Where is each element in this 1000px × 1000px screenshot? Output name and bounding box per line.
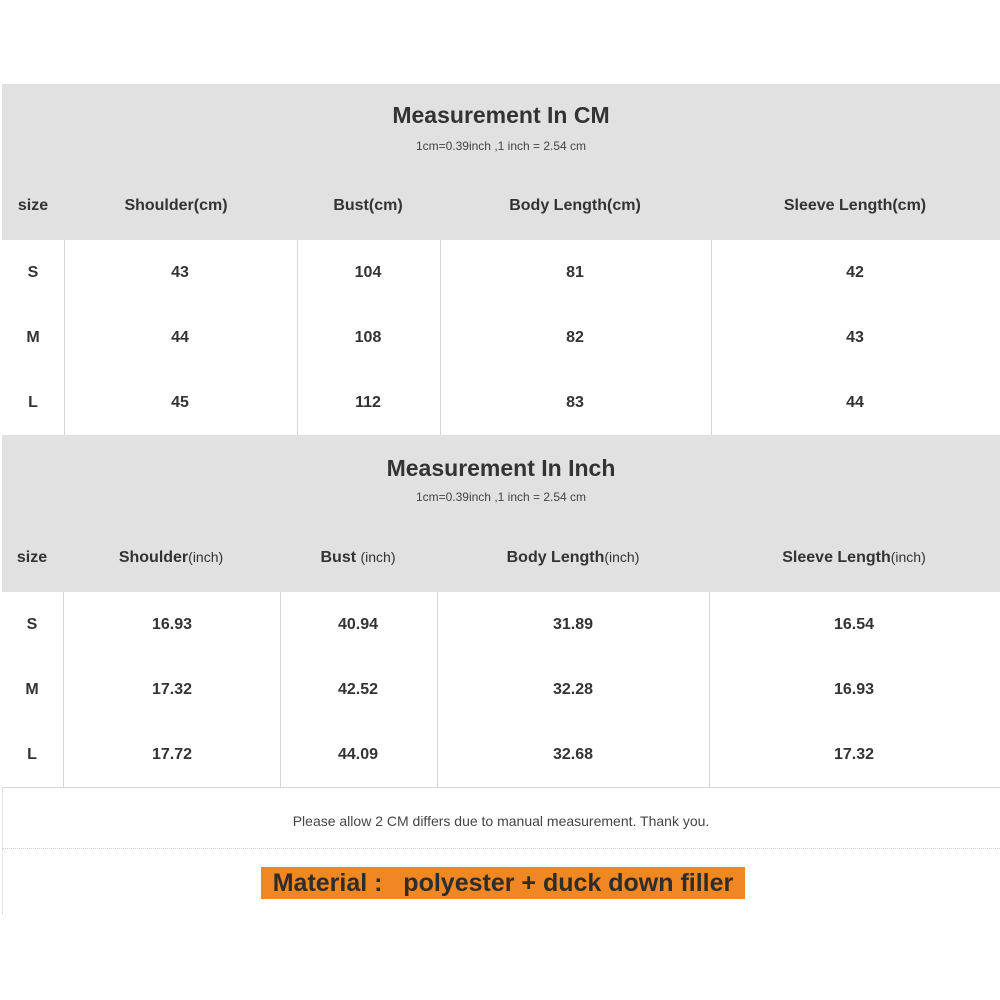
table-row (2, 592, 1000, 658)
inch-header-sleeve-length: Sleeve Length(inch) (782, 549, 926, 566)
sleeve-length-cell: 16.54 (833, 616, 875, 633)
column-divider (63, 592, 64, 787)
shoulder-cell: 17.72 (151, 746, 193, 763)
material-section (2, 849, 1000, 915)
inch-header-shoulder: Shoulder(inch) (118, 549, 224, 566)
cm-header-shoulder: Shoulder(cm) (124, 197, 228, 214)
body-length-cell: 32.28 (552, 681, 594, 698)
sleeve-length-cell: 44 (846, 394, 864, 411)
shoulder-cell: 44 (171, 329, 189, 346)
column-divider (711, 240, 712, 435)
inch-table-header (2, 435, 1000, 592)
measurement-note: Please allow 2 CM differs due to manual measurement. Thank you. (2, 788, 1000, 849)
column-divider (440, 240, 441, 435)
cm-header-sleeve-length: Sleeve Length(cm) (783, 197, 927, 214)
cm-table-subtitle: 1cm=0.39inch ,1 inch = 2.54 cm (415, 139, 587, 153)
body-length-cell: 82 (566, 329, 584, 346)
column-divider (437, 592, 438, 787)
column-divider (280, 592, 281, 787)
column-divider (297, 240, 298, 435)
inch-table-subtitle: 1cm=0.39inch ,1 inch = 2.54 cm (415, 490, 587, 504)
body-length-cell: 32.68 (552, 746, 594, 763)
size-cell: M (26, 329, 40, 346)
size-cell: S (27, 264, 39, 281)
bust-cell: 112 (355, 394, 381, 411)
sleeve-length-cell: 17.32 (833, 746, 875, 763)
cm-header-bust: Bust(cm) (333, 197, 403, 214)
shoulder-cell: 16.93 (151, 616, 193, 633)
column-divider (64, 240, 65, 435)
bust-cell: 108 (354, 329, 382, 346)
bust-cell: 40.94 (337, 616, 379, 633)
body-length-cell: 31.89 (552, 616, 594, 633)
size-cell: M (25, 681, 39, 698)
shoulder-cell: 45 (171, 394, 189, 411)
inch-table-title: Measurement In Inch (386, 455, 616, 481)
sleeve-length-cell: 43 (846, 329, 864, 346)
cm-header-body-length: Body Length(cm) (509, 197, 641, 214)
size-cell: L (27, 746, 37, 763)
size-cell: S (26, 616, 38, 633)
sleeve-length-cell: 16.93 (833, 681, 875, 698)
table-row (2, 370, 1000, 436)
body-length-cell: 83 (566, 394, 584, 411)
table-row (2, 657, 1000, 723)
size-cell: L (28, 394, 38, 411)
bust-cell: 104 (354, 264, 382, 281)
table-row (2, 305, 1000, 371)
table-row (2, 722, 1000, 788)
inch-header-body-length: Body Length(inch) (506, 549, 640, 566)
cm-header-size: size (17, 197, 49, 214)
cm-table-title: Measurement In CM (392, 102, 610, 128)
column-divider (709, 592, 710, 787)
shoulder-cell: 43 (171, 264, 189, 281)
bust-cell: 44.09 (337, 746, 379, 763)
shoulder-cell: 17.32 (151, 681, 193, 698)
material-label: Material : polyester + duck down filler (261, 867, 745, 899)
body-length-cell: 81 (566, 264, 584, 281)
table-row (2, 240, 1000, 306)
sleeve-length-cell: 42 (846, 264, 864, 281)
inch-header-bust: Bust (inch) (320, 549, 396, 566)
inch-header-size: size (16, 549, 48, 566)
bust-cell: 42.52 (337, 681, 379, 698)
cm-table-header (2, 84, 1000, 240)
